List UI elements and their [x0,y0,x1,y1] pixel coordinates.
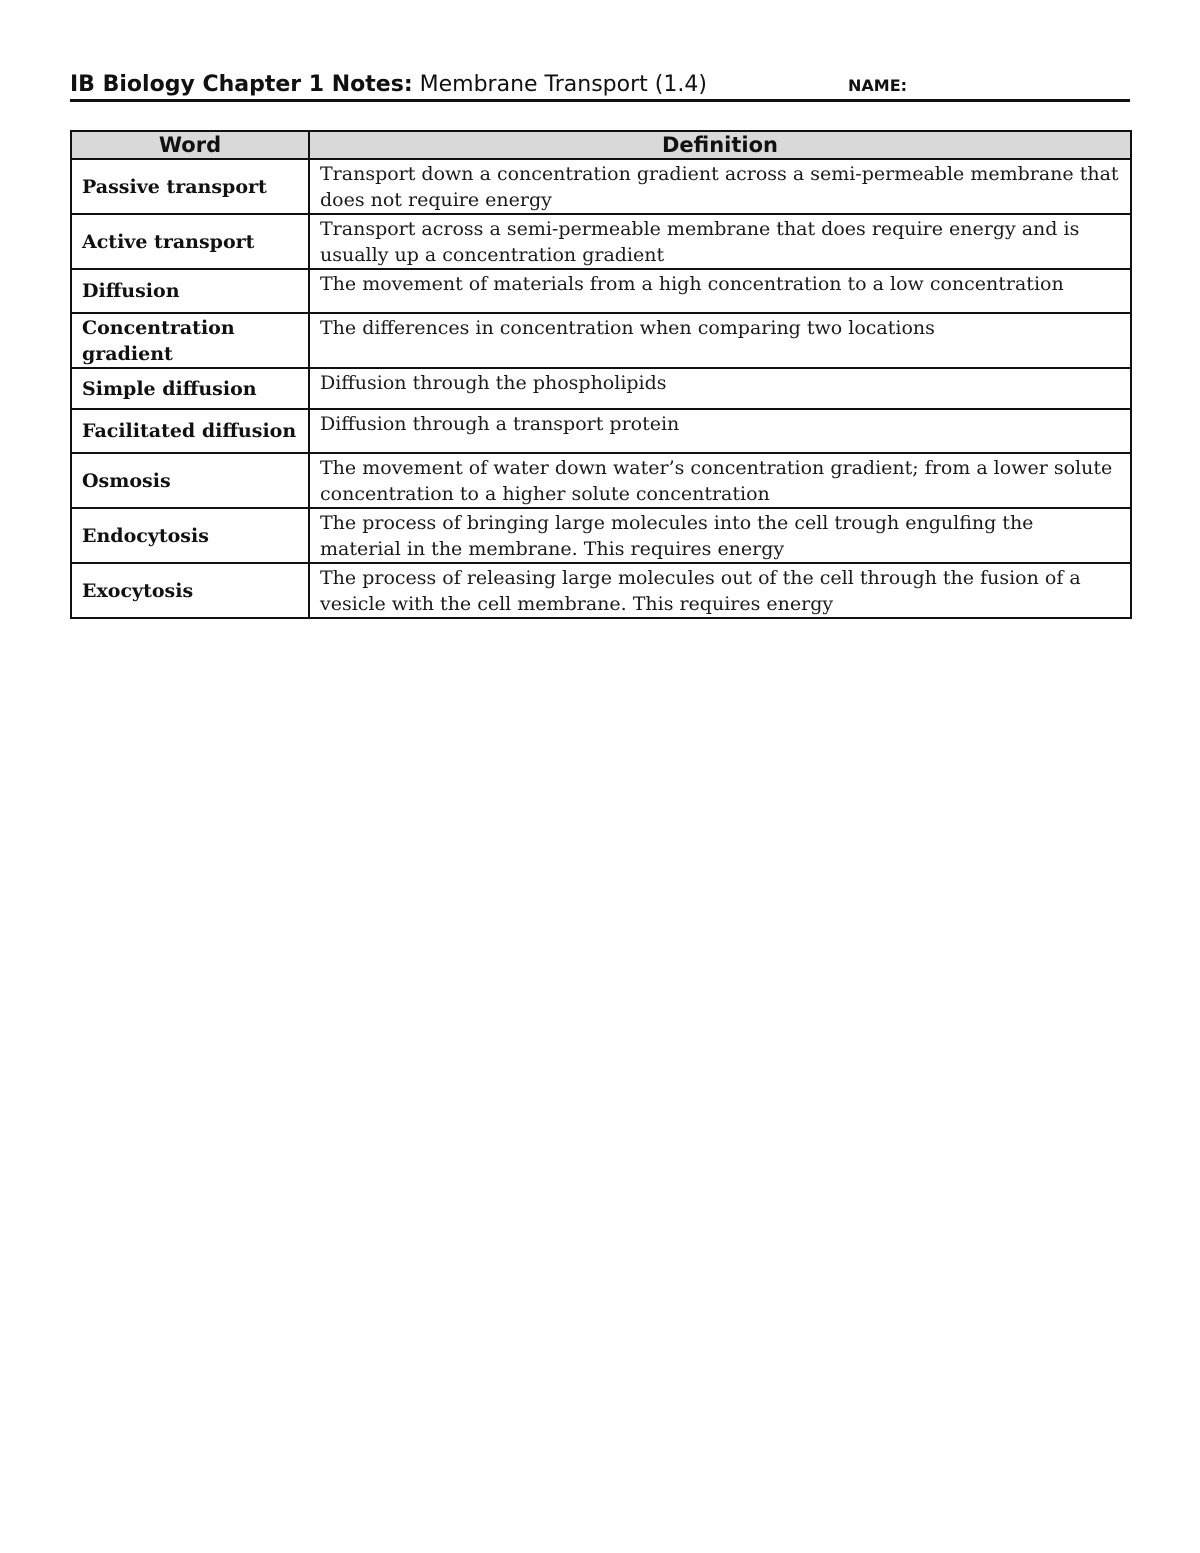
header-rule [70,99,1130,102]
definition-cell: Diffusion through a transport protein [309,409,1131,453]
definition-cell: Transport across a semi-permeable membrane that does require energy and is usually up a concentration gradient [309,214,1131,269]
term-cell: Facilitated diffusion [71,409,309,453]
term-cell: Active transport [71,214,309,269]
table-row [71,453,1131,508]
title-bold: IB Biology Chapter 1 Notes: [70,72,413,97]
table-row [71,214,1131,269]
definition-cell: The movement of water down water’s concentration gradient; from a lower solute concentration to a higher solute concentration [309,453,1131,508]
table-row [71,368,1131,409]
column-header-definition: Definition [309,131,1131,159]
definition-cell: The movement of materials from a high concentration to a low concentration [309,269,1131,313]
table-row [71,269,1131,313]
table-row [71,409,1131,453]
definition-cell: The process of bringing large molecules into the cell trough engulfing the material in the membrane. This requires energy [309,508,1131,563]
title-subject: Membrane Transport (1.4) [419,72,707,97]
table-row [71,313,1131,368]
table-row [71,563,1131,618]
definition-cell: The process of releasing large molecules out of the cell through the fusion of a vesicle with the cell membrane. This requires energy [309,563,1131,618]
table-header-row [71,131,1131,159]
table-row [71,508,1131,563]
term-cell: Endocytosis [71,508,309,563]
definition-cell: The differences in concentration when comparing two locations [309,313,1131,368]
definition-cell: Transport down a concentration gradient across a semi-permeable membrane that does not require energy [309,159,1131,214]
term-cell: Exocytosis [71,563,309,618]
term-cell: Simple diffusion [71,368,309,409]
name-label: NAME: [848,76,908,95]
vocabulary-table [70,130,1132,619]
table-row [71,159,1131,214]
document-header [70,72,1130,98]
term-cell: Osmosis [71,453,309,508]
term-cell: Concentration gradient [71,313,309,368]
definition-cell: Diffusion through the phospholipids [309,368,1131,409]
term-cell: Passive transport [71,159,309,214]
column-header-word: Word [71,131,309,159]
term-cell: Diffusion [71,269,309,313]
